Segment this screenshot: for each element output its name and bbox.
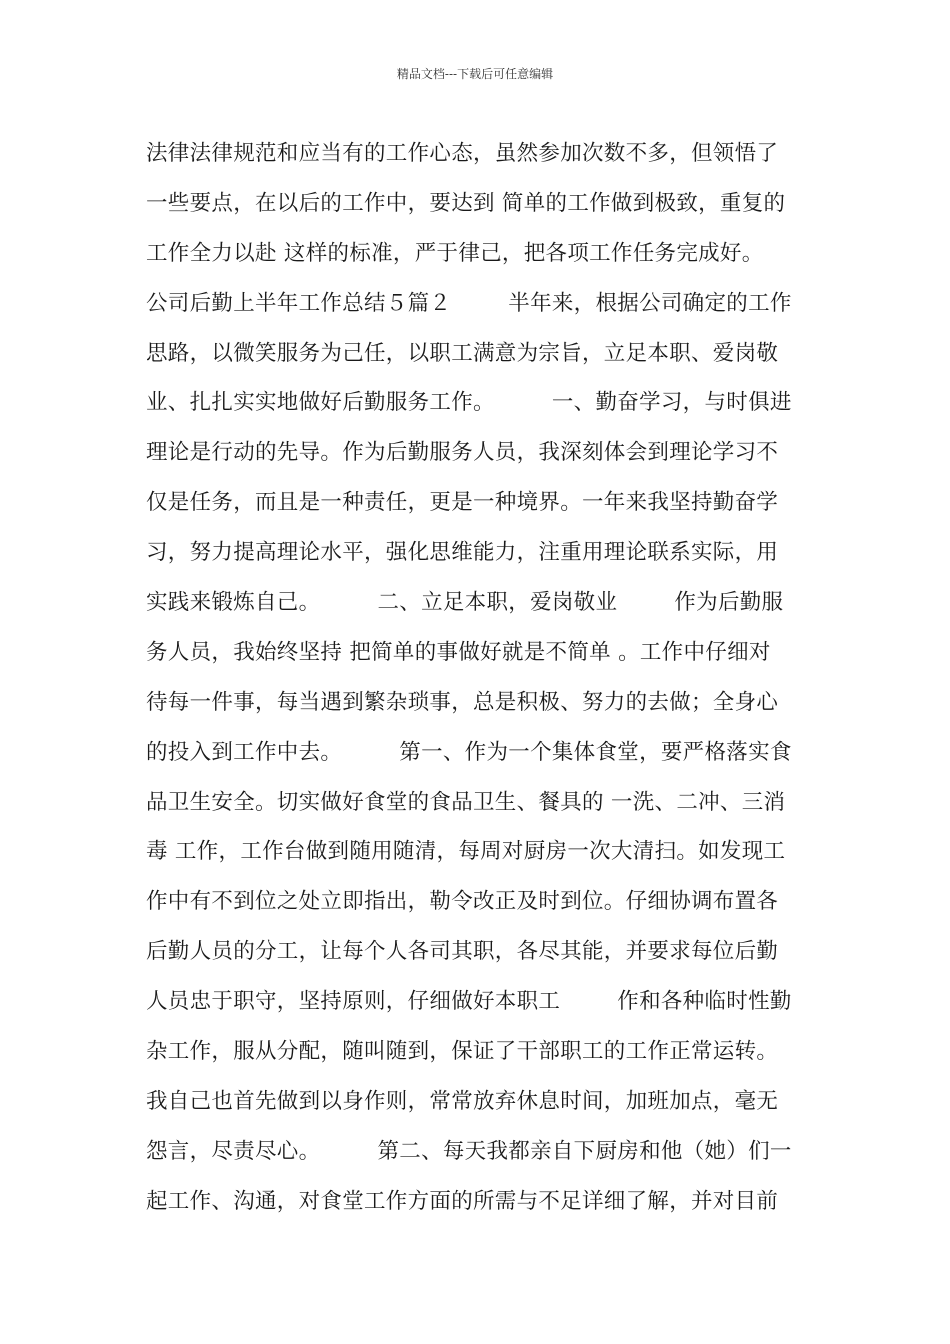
text-line: 作中有不到位之处立即指出，勒令改正及时到位。仔细协调布置各 [146,889,779,915]
text-line: 法律法律规范和应当有的工作心态，虽然参加次数不多，但领悟了 [146,141,779,166]
text-line: 人员忠于职守，坚持原则，仔细做好本职工 作和各种临时性勤 [146,989,792,1015]
text-line: 业、扎扎实实地做好后勤服务工作。 一、勤奋学习，与时俱进 [146,390,792,416]
text-line: 怨言，尽责尽心。 第二、每天我都亲自下厨房和他（她）们一 [146,1138,792,1164]
text-line: 习，努力提高理论水平，强化思维能力，注重用理论联系实际，用 [146,540,779,566]
document-body [146,129,826,1227]
text-line: 我自己也首先做到以身作则，常常放弃休息时间，加班加点，毫无 [146,1088,779,1114]
text-line: 务人员，我始终坚持 把简单的事做好就是不简单 。工作中仔细对 [146,639,771,665]
text-line: 杂工作，服从分配，随叫随到，保证了干部职工的工作正常运转。 [146,1039,779,1065]
text-line: 实践来锻炼自己。 二、立足本职，爱岗敬业 作为后勤服 [146,590,784,616]
text-line: 理论是行动的先导。作为后勤服务人员，我深刻体会到理论学习不 [146,440,779,466]
text-line: 待每一件事，每当遇到繁杂琐事，总是积极、努力的去做；全身心 [146,689,779,715]
text-line: 仅是任务，而且是一种责任，更是一种境界。一年来我坚持勤奋学 [146,490,779,516]
text-line: 品卫生安全。切实做好食堂的食品卫生、餐具的 一洗、二冲、三消 [146,789,786,815]
text-line: 公司后勤上半年工作总结５篇２ 半年来，根据公司确定的工作 [146,290,792,316]
page-header: 精品文档---下载后可任意编辑 [396,67,554,81]
text-line: 工作全力以赴 这样的标准，严于律己，把各项工作任务完成好。 [146,240,764,266]
text-line: 起工作、沟通，对食堂工作方面的所需与不足详细了解，并对目前 [146,1188,779,1214]
text-line: 毒 工作，工作台做到随用随清，每周对厨房一次大清扫。如发现工 [146,839,786,865]
text-line: 后勤人员的分工，让每个人各司其职，各尽其能，并要求每位后勤 [146,939,779,965]
text-line: 的投入到工作中去。 第一、作为一个集体食堂，要严格落实食 [146,739,792,765]
text-line: 思路，以微笑服务为己任，以职工满意为宗旨，立足本职、爱岗敬 [146,340,779,366]
text-line: 一些要点，在以后的工作中，要达到 简单的工作做到极致，重复的 [146,190,786,216]
